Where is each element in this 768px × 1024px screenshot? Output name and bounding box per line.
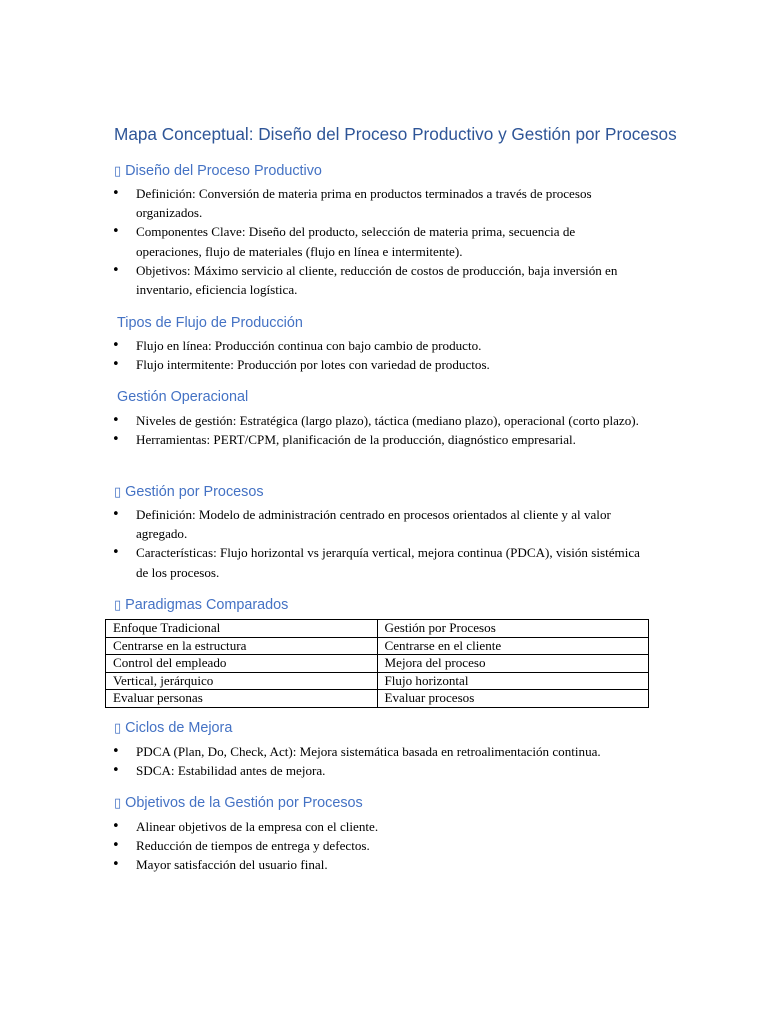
section-heading-diseno: [114, 163, 322, 179]
section-heading-gestion: [114, 484, 264, 500]
section-heading-operacional: [117, 389, 248, 405]
table-cell: Vertical, jerárquico: [106, 672, 378, 690]
list-item: • Niveles de gestión: Estratégica (largo plazo), táctica (mediano plazo), operacional (corto plazo).: [112, 411, 642, 430]
page-title: Mapa Conceptual: Diseño del Proceso Productivo y Gestión por Procesos: [114, 124, 677, 144]
heading-text: Gestión por Procesos: [125, 484, 264, 500]
list-operacional: [112, 411, 642, 449]
missing-glyph-icon: ▯: [114, 796, 122, 811]
bullet-icon: •: [112, 763, 120, 779]
table-cell: Evaluar personas: [106, 690, 378, 708]
list-item: • Componentes Clave: Diseño del producto, selección de materia prima, secuencia de operaciones, flujo de materiales (flujo en línea e intermitente).: [112, 224, 576, 259]
table-cell: Flujo horizontal: [377, 672, 649, 690]
missing-glyph-icon: ▯: [114, 164, 122, 179]
list-diseno: [112, 184, 642, 299]
section-heading-objetivos: [114, 795, 363, 811]
list-item: • SDCA: Estabilidad antes de mejora.: [112, 761, 642, 780]
bullet-icon: •: [112, 413, 120, 428]
table-cell: Gestión por Procesos: [377, 620, 649, 638]
bullet-icon: •: [112, 507, 120, 522]
list-item: • Definición: Conversión de materia prima en productos terminados a través de procesos organizados.: [112, 186, 592, 221]
list-item: • Objetivos: Máximo servicio al cliente, reducción de costos de producción, baja inversión en inventario, eficiencia logística.: [112, 262, 618, 298]
list-gestion: [112, 505, 642, 582]
table-row: [106, 637, 649, 655]
list-objetivos: [112, 817, 642, 875]
bullet-icon: •: [112, 224, 120, 240]
section-heading-ciclos: [114, 720, 232, 736]
list-item: • Flujo intermitente: Producción por lotes con variedad de productos.: [112, 355, 642, 374]
list-tipos: [112, 336, 642, 374]
list-item: • Características: Flujo horizontal vs jerarquía vertical, mejora continua (PDCA), visión sistémica de los procesos.: [112, 545, 640, 580]
list-item: • PDCA (Plan, Do, Check, Act): Mejora sistemática basada en retroalimentación continua.: [112, 742, 642, 761]
list-item: • Mayor satisfacción del usuario final.: [112, 855, 642, 874]
bullet-icon: •: [112, 186, 120, 201]
comparison-table: [105, 619, 649, 708]
bullet-icon: •: [112, 744, 120, 759]
table-cell: Mejora del proceso: [377, 655, 649, 673]
bullet-icon: •: [112, 819, 120, 834]
table-cell: Evaluar procesos: [377, 690, 649, 708]
table-cell: Centrarse en el cliente: [377, 637, 649, 655]
missing-glyph-icon: ▯: [114, 485, 122, 500]
table-cell: Centrarse en la estructura: [106, 637, 378, 655]
heading-text: Ciclos de Mejora: [125, 720, 233, 736]
bullet-icon: •: [112, 262, 120, 278]
heading-text: Paradigmas Comparados: [125, 597, 289, 613]
table-row: [106, 690, 649, 708]
missing-glyph-icon: ▯: [114, 721, 122, 736]
heading-text: Gestión Operacional: [117, 389, 249, 405]
bullet-icon: •: [112, 357, 120, 373]
bullet-icon: •: [112, 857, 120, 873]
table-cell: Control del empleado: [106, 655, 378, 673]
missing-glyph-icon: ▯: [114, 598, 122, 613]
bullet-icon: •: [112, 432, 120, 448]
heading-text: Objetivos de la Gestión por Procesos: [125, 795, 363, 811]
bullet-icon: •: [112, 838, 120, 854]
bullet-icon: •: [112, 338, 120, 353]
list-item: • Herramientas: PERT/CPM, planificación de la producción, diagnóstico empresarial.: [112, 430, 642, 449]
heading-text: Diseño del Proceso Productivo: [125, 163, 322, 179]
table-row: [106, 620, 649, 638]
list-item: • Flujo en línea: Producción continua con bajo cambio de producto.: [112, 336, 642, 355]
heading-text: Tipos de Flujo de Producción: [117, 315, 303, 331]
table-cell: Enfoque Tradicional: [106, 620, 378, 638]
section-heading-paradigmas: [114, 597, 288, 613]
list-ciclos: [112, 742, 642, 780]
list-item: • Reducción de tiempos de entrega y defectos.: [112, 836, 642, 855]
list-item: • Definición: Modelo de administración centrado en procesos orientados al cliente y al valor agregado.: [112, 507, 611, 542]
table-row: [106, 672, 649, 690]
section-heading-tipos: [117, 315, 303, 331]
bullet-icon: •: [112, 545, 120, 561]
list-item: • Alinear objetivos de la empresa con el cliente.: [112, 817, 642, 836]
table-row: [106, 655, 649, 673]
